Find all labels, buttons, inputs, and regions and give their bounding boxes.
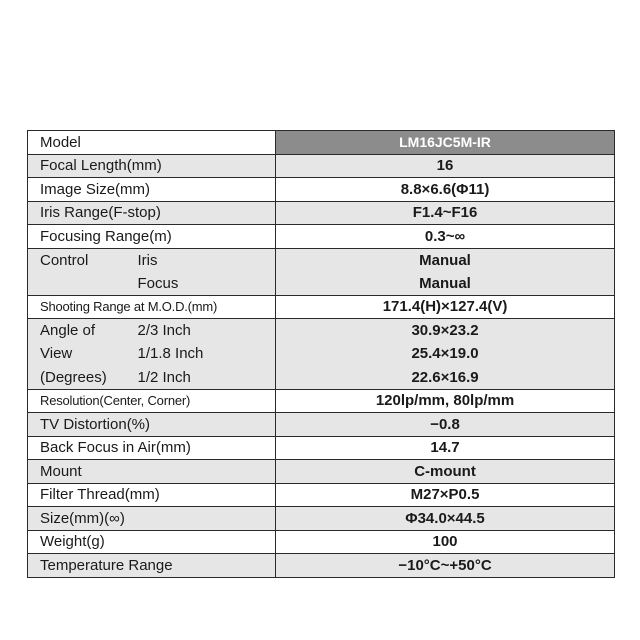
table-row <box>28 366 615 390</box>
shooting-range-label: Shooting Range at M.O.D.(mm) <box>28 295 276 319</box>
table-row <box>28 248 615 272</box>
weight-label: Weight(g) <box>28 530 276 554</box>
iris-range-label: Iris Range(F-stop) <box>28 201 276 225</box>
filter-thread-label: Filter Thread(mm) <box>28 483 276 507</box>
image-size-value: 8.8×6.6(Φ11) <box>276 178 615 202</box>
table-row <box>28 319 615 343</box>
temperature-range-label: Temperature Range <box>28 554 276 578</box>
back-focus-value: 14.7 <box>276 436 615 460</box>
table-row <box>28 272 615 296</box>
control-label: Control <box>28 248 126 272</box>
image-size-label: Image Size(mm) <box>28 178 276 202</box>
table-row <box>28 201 615 225</box>
control-iris-value: Manual <box>276 248 615 272</box>
iris-range-value: F1.4~F16 <box>276 201 615 225</box>
table-row <box>28 131 615 155</box>
mount-value: C-mount <box>276 460 615 484</box>
table-row <box>28 178 615 202</box>
table-row <box>28 413 615 437</box>
table-row <box>28 507 615 531</box>
control-focus-label: Focus <box>126 272 276 296</box>
mount-label: Mount <box>28 460 276 484</box>
filter-thread-value: M27×P0.5 <box>276 483 615 507</box>
focal-length-label: Focal Length(mm) <box>28 154 276 178</box>
size-label: Size(mm)(∞) <box>28 507 276 531</box>
table-row <box>28 295 615 319</box>
table-row <box>28 225 615 249</box>
control-label-spacer <box>28 272 126 296</box>
focal-length-value: 16 <box>276 154 615 178</box>
resolution-label: Resolution(Center, Corner) <box>28 389 276 413</box>
table-row <box>28 483 615 507</box>
angle-of-view-label-1: Angle of <box>28 319 126 343</box>
weight-value: 100 <box>276 530 615 554</box>
table-row <box>28 460 615 484</box>
table-row <box>28 154 615 178</box>
shooting-range-value: 171.4(H)×127.4(V) <box>276 295 615 319</box>
table-row <box>28 436 615 460</box>
angle-value: 22.6×16.9 <box>276 366 615 390</box>
control-iris-label: Iris <box>126 248 276 272</box>
model-value: LM16JC5M-IR <box>276 131 615 155</box>
angle-value: 30.9×23.2 <box>276 319 615 343</box>
angle-value: 25.4×19.0 <box>276 342 615 366</box>
back-focus-label: Back Focus in Air(mm) <box>28 436 276 460</box>
angle-of-view-label-3: (Degrees) <box>28 366 126 390</box>
model-label: Model <box>28 131 276 155</box>
angle-size-label: 2/3 Inch <box>126 319 276 343</box>
table-row <box>28 389 615 413</box>
control-focus-value: Manual <box>276 272 615 296</box>
table-row <box>28 554 615 578</box>
angle-of-view-label-2: View <box>28 342 126 366</box>
tv-distortion-label: TV Distortion(%) <box>28 413 276 437</box>
focusing-range-value: 0.3~∞ <box>276 225 615 249</box>
tv-distortion-value: −0.8 <box>276 413 615 437</box>
spec-table <box>27 130 615 578</box>
angle-size-label: 1/1.8 Inch <box>126 342 276 366</box>
table-row <box>28 342 615 366</box>
table-row <box>28 530 615 554</box>
resolution-value: 120lp/mm, 80lp/mm <box>276 389 615 413</box>
focusing-range-label: Focusing Range(m) <box>28 225 276 249</box>
angle-size-label: 1/2 Inch <box>126 366 276 390</box>
size-value: Φ34.0×44.5 <box>276 507 615 531</box>
temperature-range-value: −10°C~+50°C <box>276 554 615 578</box>
